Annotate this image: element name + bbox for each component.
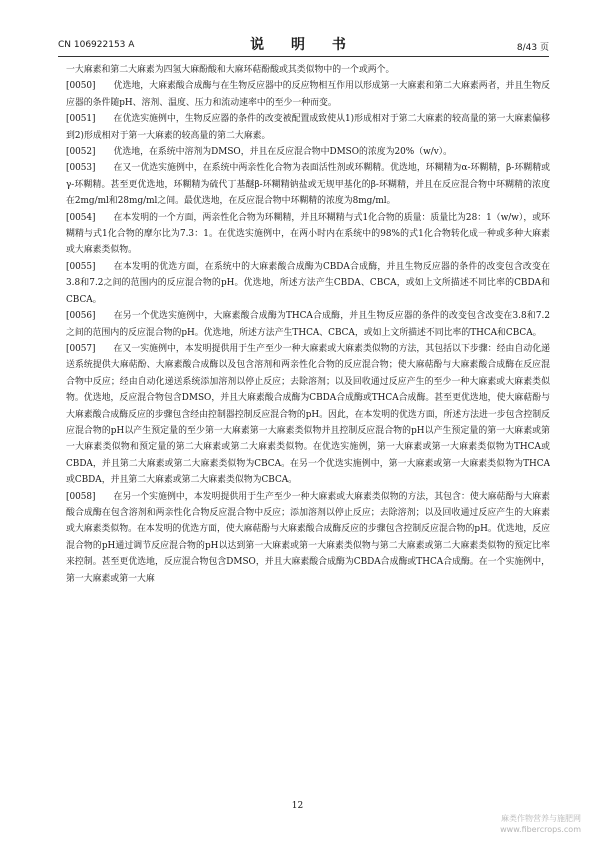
paragraph-text: 在本发明的优选方面，在系统中的大麻素酸合成酶为CBDA合成酶，并且生物反应器的条件的改变包含改变在3.8和7.2之间的范围内的反应混合物的pH。优选地，所述方法产生CBDA、CBCA，或如上文所描述不同比率的CBDA和CBCA。 [66, 261, 550, 305]
paragraph-text: 在本发明的一个方面，两亲性化合物为环糊精，并且环糊精与式1化合物的质量：质量比为28：1（w/w），或环糊精与式1化合物的摩尔比为7.3：1。在优选实施例中，在两小时内在系统中的98%的式1化合物转化成一种或多种大麻素或大麻素类似物。 [66, 212, 550, 256]
paragraph-number: [0056] [66, 311, 96, 322]
page-info: 8/43 页 [516, 43, 549, 53]
paragraph-0056 [66, 308, 550, 341]
paragraph-text: 在又一优选实施例中，在系统中两亲性化合物为表面活性剂或环糊精。优选地，环糊精为α-环糊精，β-环糊精或γ-环糊精。甚至更优选地，环糊精为硫代丁基醚β-环糊精钠盐或无规甲基化的β-环糊精，并且在反应混合物中环糊精的浓度在2mg/ml和28mg/ml之间。最优选地，在反应混合物中环糊精的浓度为8mg/ml。 [66, 163, 550, 207]
paragraph-number: [0052] [66, 147, 96, 158]
patent-number: CN 106922153 A [58, 40, 135, 50]
paragraph-number: [0057] [66, 343, 96, 354]
paragraph-text: 在优选实施例中，生物反应器的条件的改变被配置成致使从1)形成相对于第二大麻素的较高量的第一大麻素偏移到2)形成相对于第一大麻素的较高量的第二大麻素。 [66, 114, 550, 141]
paragraph-text: 优选地，大麻素酸合成酶与在生物反应器中的反应物相互作用以形成第一大麻素和第二大麻素两者，并且生物反应器的条件随pH、溶剂、温度、压力和流动速率中的至少一种而变。 [66, 81, 550, 108]
page-number: 12 [291, 801, 304, 811]
paragraph-number: [0054] [66, 212, 96, 223]
page-header [58, 34, 549, 56]
header-rule [58, 56, 549, 57]
intro-paragraph: 一大麻素和第二大麻素为四氢大麻酚酸和大麻环萜酚酸或其类似物中的一个或两个。 [66, 65, 395, 75]
paragraph-text: 在又一实施例中，本发明提供用于生产至少一种大麻素或大麻素类似物的方法，其包括以下步骤：经由自动化递送系统提供大麻萜酚、大麻素酸合成酶以及包含溶剂和两亲性化合物的反应混合物；使大麻萜酚与大麻素酸合成酶在反应混合物中反应；经由自动化递送系统添加溶剂以停止反应；去除溶剂；以及回收通过反应产生的至少一种大麻素或大麻素类似物。优选地，反应混合物包含DMSO，并且大麻素酸合成酶为CBDA合成酶或THCA合成酶。甚至更优选地，使大麻萜酚与大麻素酸合成酶反应的步骤包含经由控制器控制反应混合物的pH。因此，在本发明的优选方面，所述方法进一步包含控制反应混合物的pH以产生预定量的至少第一大麻素第一大麻素类似物并且控制反应混合物的pH以产生预定量的第一大麻素或第一大麻素类似物和预定量的第二大麻素或第二大麻素类似物。在优选实施例，第一大麻素或第一大麻素类似物为THCA或CBDA，并且第二大麻素或第二大麻素类似物为CBCA。在另一个优选实施例中，第一大麻素或第一大麻素类似物为THCA或CBDA，并且第二大麻素或第二大麻素类似物为CBCA。 [66, 343, 550, 486]
paragraph-number: [0050] [66, 81, 96, 92]
paragraph-0055 [66, 259, 550, 308]
paragraph-text: 在另一个实施例中，本发明提供用于生产至少一种大麻素或大麻素类似物的方法，其包含：使大麻萜酚与大麻素酸合成酶在包含溶剂和两亲性化合物反应混合物中反应；添加溶剂以停止反应；去除溶剂；以及回收通过反应产生的大麻素或大麻素类似物。在本发明的优选方面，使大麻萜酚与大麻素酸合成酶反应的步骤包含控制反应混合物的pH。优选地，反应混合物的pH通过调节反应混合物的pH以达到第一大麻素或第一大麻素类似物与第二大麻素或第二大麻素类似物的预定比率来控制。甚至更优选地，反应混合物包含DMSO，并且大麻素酸合成酶为CBDA合成酶或THCA合成酶。在一个实施例中，第一大麻素或第一大麻 [66, 491, 550, 584]
paragraph-text: 在另一个优选实施例中，大麻素酸合成酶为THCA合成酶，并且生物反应器的条件的改变包含改变在3.8和7.2之间的范围内的反应混合物的pH。优选地，所述方法产生THCA、CBCA，或如上文所描述不同比率的THCA和CBCA。 [66, 311, 550, 338]
paragraph-number: [0051] [66, 114, 96, 125]
watermark-url: www.fibercrops.com [500, 825, 581, 834]
paragraph-number: [0058] [66, 491, 96, 502]
paragraph-text: 优选地，在系统中溶剂为DMSO，并且在反应混合物中DMSO的浓度为20%（w/v）。 [113, 147, 453, 158]
watermark-site-name: 麻类作物营养与施肥网 [501, 814, 581, 823]
document-title: 说 明 书 [250, 37, 357, 53]
watermark [500, 813, 581, 835]
paragraph-0052 [66, 144, 550, 160]
paragraph-0058 [66, 489, 550, 587]
document-body [66, 62, 550, 787]
paragraph-0054 [66, 210, 550, 259]
paragraph-0051 [66, 111, 550, 144]
paragraph-0053 [66, 160, 550, 209]
paragraph-number: [0053] [66, 163, 96, 174]
paragraph-0050 [66, 78, 550, 111]
paragraph-0057 [66, 341, 550, 489]
paragraph-number: [0055] [66, 261, 96, 272]
